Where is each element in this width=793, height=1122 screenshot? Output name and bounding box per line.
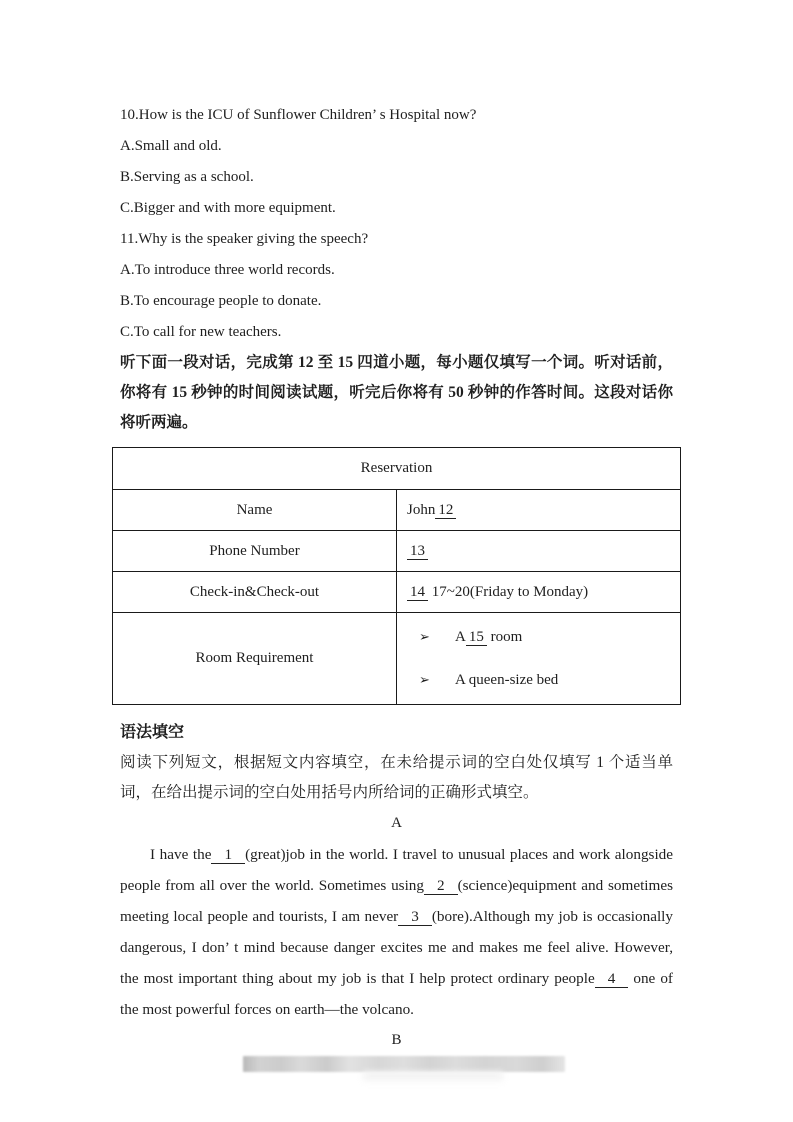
table-title: Reservation <box>113 448 681 490</box>
fill-in-blank: 15 <box>466 629 487 646</box>
room-requirement-2: A queen-size bed <box>455 671 559 688</box>
table-row <box>113 531 681 572</box>
listening-instructions: 听下面一段对话，完成第 12 至 15 四道小题，每小题仅填写一个词。听对话前，你将有 15 秒钟的时间阅读试题，听完后你将有 50 秒钟的作答时间。这段对话你将听两遍。 <box>120 354 673 431</box>
question-10-option-b: B.Serving as a school. <box>120 169 254 185</box>
passage-a-label: A <box>391 815 402 831</box>
row-label-phone: Phone Number <box>113 531 397 572</box>
room-bullet-2 <box>407 659 680 702</box>
question-10: 10.How is the ICU of Sunflower Children’ s Hospital now? <box>120 107 477 123</box>
row-label-name: Name <box>113 490 397 531</box>
passage-b-label: B <box>391 1032 402 1048</box>
table-row <box>113 572 681 613</box>
table-row <box>113 613 681 705</box>
grammar-instructions: 阅读下列短文，根据短文内容填空，在未给提示词的空白处仅填写 1 个适当单词，在给出提示词的空白处用括号内所给词的正确形式填空。 <box>120 754 673 801</box>
passage-a: I have the 1 (great)job in the world. I travel to unusual places and work alongside people from all over the world. Sometimes using 2 (science)equipment and sometimes meeting local people and tourists, I am never 3 (bore).Although my job is occasionally dangerous, I don’ t mind because danger excites me and makes me feel alive. However, the most important thing about my job is that I help protect ordinary people 4 one of the most powerful forces on earth—the volcano. <box>120 846 673 1018</box>
question-11-option-b: B.To encourage people to donate. <box>120 293 322 309</box>
fill-in-blank: 12 <box>435 502 456 519</box>
row-label-room: Room Requirement <box>113 613 397 705</box>
fill-in-blank: 1 <box>211 846 245 864</box>
fill-in-blank: 13 <box>407 543 428 560</box>
fill-in-blank: 3 <box>398 908 432 926</box>
question-10-option-c: C.Bigger and with more equipment. <box>120 200 336 216</box>
arrowhead-bullet-icon: ➢ <box>419 629 430 645</box>
table-row <box>113 490 681 531</box>
reservation-table <box>112 447 681 705</box>
question-11-option-c: C.To call for new teachers. <box>120 324 282 340</box>
room-requirement-1: A 15 room <box>455 628 523 645</box>
row-value-checkin: 14 17~20(Friday to Monday) <box>397 572 681 613</box>
question-10-option-a: A.Small and old. <box>120 138 222 154</box>
redacted-watermark <box>243 1056 565 1072</box>
row-value-name: John 12 <box>397 490 681 531</box>
table-row <box>113 448 681 490</box>
row-label-checkin: Check-in&Check-out <box>113 572 397 613</box>
fill-in-blank: 14 <box>407 584 428 601</box>
arrowhead-bullet-icon: ➢ <box>419 672 430 688</box>
question-11: 11.Why is the speaker giving the speech? <box>120 231 369 247</box>
row-value-room <box>397 613 681 705</box>
room-bullet-1 <box>407 616 680 659</box>
question-11-option-a: A.To introduce three world records. <box>120 262 335 278</box>
grammar-section-heading: 语法填空 <box>120 724 185 741</box>
fill-in-blank: 4 <box>595 970 629 988</box>
row-value-phone <box>397 531 681 572</box>
fill-in-blank: 2 <box>424 877 458 895</box>
